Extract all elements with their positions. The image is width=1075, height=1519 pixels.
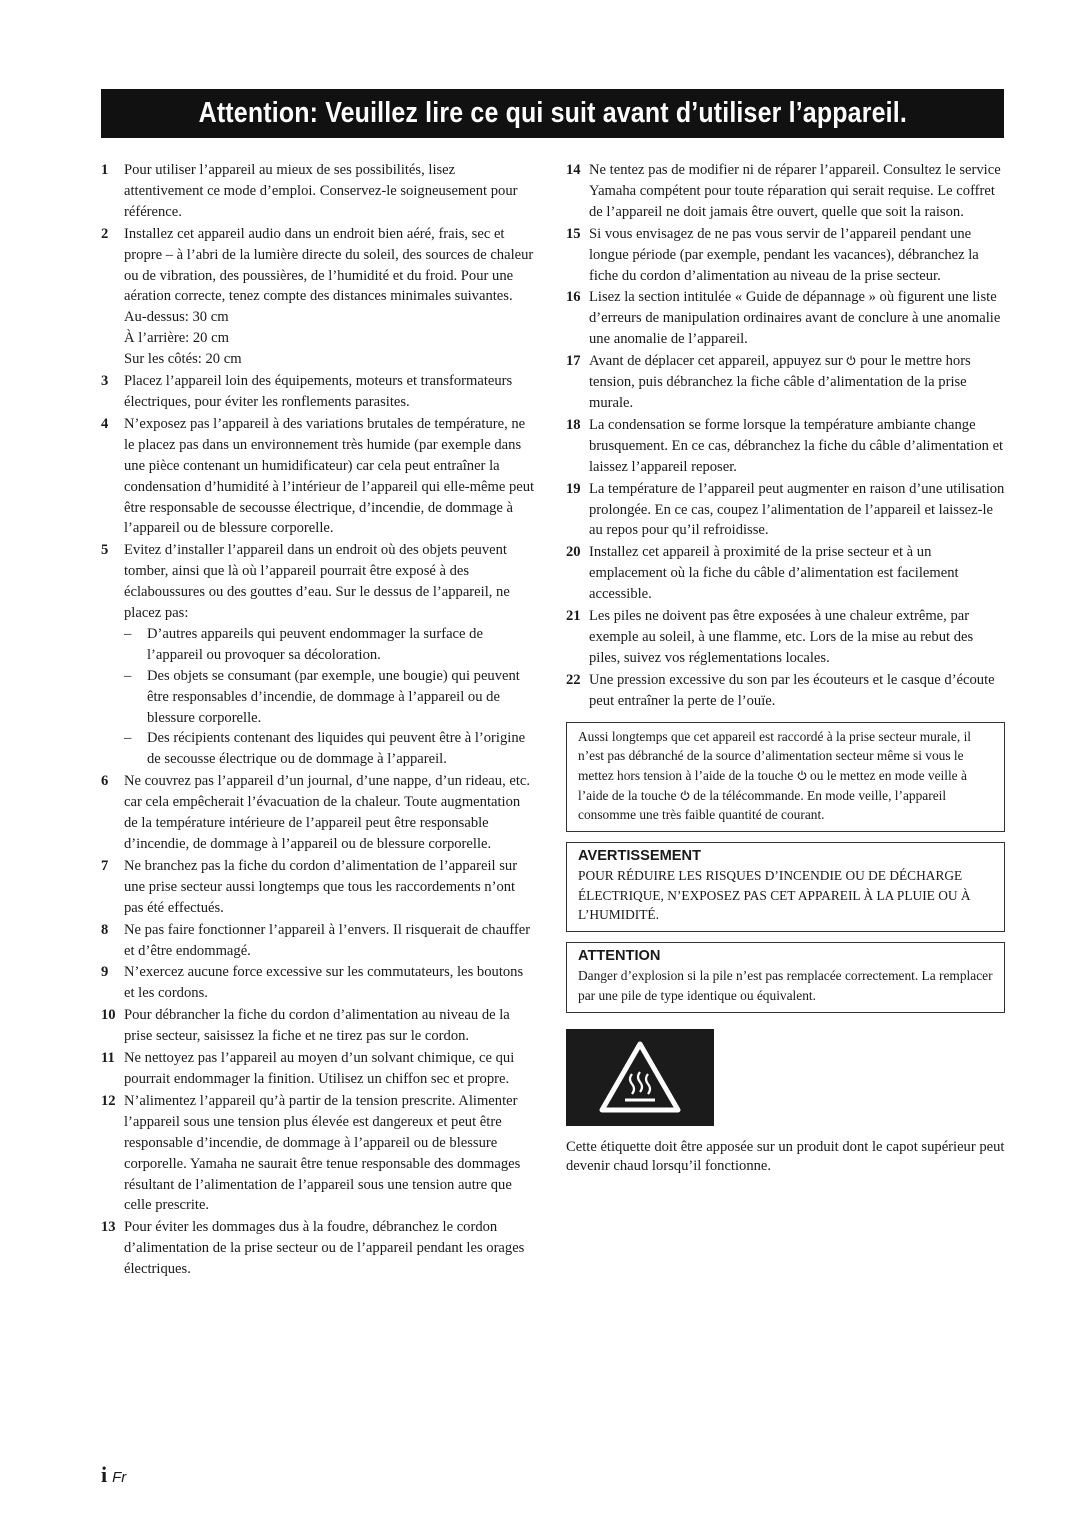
list-item-16 — [566, 287, 1005, 350]
list-item-17 — [566, 351, 1005, 414]
list-item-13 — [101, 1217, 537, 1280]
item-number: 16 — [566, 289, 581, 306]
item-text: Si vous envisagez de ne pas vous servir de l’appareil pendant une longue période (par exemple, pendant les vacances), débranchez la fiche du cordon d’alimentation au niveau de la prise secteur. — [589, 225, 979, 284]
dash-item: – Des récipients contenant des liquides qui peuvent être à l’origine de secousse électrique ou de dommage à l’appareil. — [124, 730, 526, 768]
caution-text: Danger d’explosion si la pile n’est pas remplacée correctement. La remplacer par une pile de type identique ou équivalent. — [578, 968, 993, 1003]
dash-item-text: Des récipients contenant des liquides qui peuvent être à l’origine de secousse électrique ou de dommage à l’appareil. — [147, 730, 526, 768]
warning-title: AVERTISSEMENT — [578, 848, 701, 865]
power-icon — [797, 770, 807, 781]
dash-item-text: D’autres appareils qui peuvent endommager la surface de l’appareil ou provoquer sa décoloration. — [147, 625, 483, 663]
item-number: 18 — [566, 416, 581, 433]
clearance-rear: À l’arrière: 20 cm — [124, 330, 229, 347]
item-text: Ne tentez pas de modifier ni de réparer l’appareil. Consultez le service Yamaha compétent pour toute réparation qui serait requise. Le coffret de l’appareil ne doit jamais être ouvert, quelle que soit la raison. — [589, 162, 1001, 220]
caution-box — [566, 942, 1005, 1012]
list-item-1 — [101, 160, 537, 223]
item-number: 4 — [101, 415, 109, 432]
item-text: N’exercez aucune force excessive sur les commutateurs, les boutons et les cordons. — [124, 964, 524, 1002]
list-item-7 — [101, 856, 537, 919]
page-number: i — [101, 1462, 108, 1487]
item-text: Ne branchez pas la fiche du cordon d’alimentation de l’appareil sur une prise secteur aussi longtemps que tous les raccordements n’ont pas été effectués. — [124, 857, 518, 916]
list-item-6 — [101, 771, 537, 855]
item-text: Ne nettoyez pas l’appareil au moyen d’un solvant chimique, ce qui pourrait endommager la finition. Utilisez un chiffon sec et propre. — [124, 1050, 515, 1087]
list-item-9 — [101, 962, 537, 1004]
left-column — [101, 160, 537, 1281]
standby-note-box — [566, 722, 1005, 833]
list-item-22 — [566, 670, 1005, 712]
dash-item-text: Des objets se consumant (par exemple, une bougie) qui peuvent être responsables d’incendie, de dommage à l’appareil ou de blessure corporelle. — [147, 667, 520, 726]
item-text: Pour utiliser l’appareil au mieux de ses possibilités, lisez attentivement ce mode d’emploi. Conservez-le soigneusement pour référence. — [124, 162, 518, 220]
note-text-3: de la télécommande. En mode veille, l’appareil consomme une très faible quantité de courant. — [578, 787, 947, 823]
list-item-10 — [101, 1005, 537, 1047]
list-item-15 — [566, 224, 1005, 287]
item-text: Ne couvrez pas l’appareil d’un journal, d’une nappe, d’un rideau, etc. car cela empêcherait l’évacuation de la chaleur. Toute augmentation de la température intérieure de l’appareil peut être responsable d’incendie, de dommage à l’appareil ou de blessure corporelle. — [124, 773, 531, 852]
item-number: 14 — [566, 162, 581, 178]
item-number: 9 — [101, 964, 109, 981]
list-item-19 — [566, 479, 1005, 542]
item-number: 15 — [566, 225, 581, 242]
list-item-12 — [101, 1091, 537, 1216]
item-number: 21 — [566, 608, 581, 625]
item-text-start: Avant de déplacer cet appareil, appuyez sur — [589, 353, 843, 370]
list-item-5 — [101, 540, 537, 770]
item-text: Evitez d’installer l’appareil dans un endroit où des objets peuvent tomber, ainsi que là où l’appareil pourrait être exposé à des éclaboussures ou des gouttes d’eau. Sur le dessus de l’appareil, ne placez pas: — [124, 542, 510, 622]
list-item-14 — [566, 160, 1005, 223]
item-number: 20 — [566, 544, 581, 561]
item-number: 3 — [101, 373, 109, 390]
list-item-2 — [101, 224, 537, 370]
item-text: Une pression excessive du son par les écouteurs et le casque d’écoute peut entraîner la perte de l’ouïe. — [589, 671, 995, 709]
caution-title: ATTENTION — [578, 948, 661, 965]
hot-surface-warning-icon — [597, 1039, 683, 1115]
list-item-8 — [101, 920, 537, 962]
item-number: 19 — [566, 480, 581, 497]
page-footer — [101, 1462, 126, 1488]
item-number: 7 — [101, 857, 109, 874]
item-number: 10 — [101, 1007, 116, 1024]
warning-text: POUR RÉDUIRE LES RISQUES D’INCENDIE OU DE DÉCHARGE ÉLECTRIQUE, N’EXPOSEZ PAS CET APPAREIL À LA PLUIE OU À L’HUMIDITÉ. — [578, 868, 971, 923]
right-column — [566, 160, 1005, 1177]
item-number: 17 — [566, 353, 581, 370]
item-text: La température de l’appareil peut augmenter en raison d’une utilisation prolongée. En ce cas, coupez l’alimentation de l’appareil et laissez-le au repos pour qu’il refroidisse. — [589, 480, 1005, 539]
item-text-end: pour le mettre hors tension, puis débranchez la fiche câble d’alimentation de la prise murale. — [589, 353, 971, 411]
note-text-2: ou le mettez en mode veille à l’aide de la touche — [578, 767, 967, 803]
language-code: Fr — [112, 1469, 127, 1486]
list-item-3 — [101, 371, 537, 413]
warning-box — [566, 842, 1005, 932]
clearance-top: Au-dessus: 30 cm — [124, 309, 229, 326]
hot-label-caption: Cette étiquette doit être apposée sur un produit dont le capot supérieur peut devenir chaud lorsqu’il fonctionne. — [566, 1138, 1005, 1175]
item-text: N’alimentez l’appareil qu’à partir de la tension prescrite. Alimenter l’appareil sous une tension plus élevée est dangereux et peut être responsable d’incendie, de dommage à l’appareil ou de blessure corporelle. Yamaha ne saurait être tenue responsable des dommages résultant de l’alimentation de l’appareil sous une tension autre que celle prescrite. — [124, 1092, 521, 1214]
item-number: 1 — [101, 162, 109, 178]
item-number: 13 — [101, 1219, 116, 1236]
item-text: La condensation se forme lorsque la température ambiante change brusquement. En ce cas, débranchez la fiche du câble d’alimentation et laissez l’appareil reposer. — [589, 416, 1004, 475]
list-item-4 — [101, 414, 537, 539]
item-number: 2 — [101, 225, 109, 242]
item-number: 8 — [101, 921, 109, 938]
hot-surface-label — [566, 1029, 714, 1126]
item-number: 12 — [101, 1092, 116, 1109]
list-item-11 — [101, 1048, 537, 1090]
clearance-sides: Sur les côtés: 20 cm — [124, 351, 242, 368]
item-text: Pour éviter les dommages dus à la foudre, débranchez le cordon d’alimentation de la prise secteur ou de l’appareil pendant les orages électriques. — [124, 1219, 525, 1278]
item-number: 11 — [101, 1050, 115, 1067]
item-text: Placez l’appareil loin des équipements, moteurs et transformateurs électriques, pour éviter les ronflements parasites. — [124, 373, 513, 410]
list-item-21 — [566, 606, 1005, 669]
item-text: N’exposez pas l’appareil à des variations brutales de température, ne le placez pas dans un environnement très humide (par exemple dans une pièce contenant un humidificateur) car cela peut entraîner la condensation d’humidité à l’intérieur de l’appareil qui elle-même peut être responsable de secousse électrique, d’incendie, de dommage à l’appareil ou de blessure corporelle. — [124, 415, 535, 537]
dash-item: – Des objets se consumant (par exemple, une bougie) qui peuvent être responsables d’incendie, de dommage à l’appareil ou de blessure corporelle. — [124, 667, 520, 726]
item-text: Les piles ne doivent pas être exposées à une chaleur extrême, par exemple au soleil, à une flamme, etc. Lors de la mise au rebut des piles, suivez vos réglementations locales. — [589, 608, 974, 666]
power-icon — [846, 355, 856, 366]
list-item-20 — [566, 542, 1005, 605]
power-icon — [680, 790, 690, 801]
item-number: 5 — [101, 542, 109, 559]
page-title: Attention: Veuillez lire ce qui suit avant d’utiliser l’appareil. — [198, 97, 907, 129]
item-text: Installez cet appareil audio dans un endroit bien aéré, frais, sec et propre – à l’abri de la lumière directe du soleil, des sources de chaleur ou de vibration, des poussières, de l’humidité et du froid. Pour une aération correcte, tenez compte des distances minimales suivantes. — [124, 225, 534, 305]
page-title-banner — [101, 89, 1004, 138]
note-text-1: Aussi longtemps que cet appareil est raccordé à la prise secteur murale, il n’est pas débranché de la source d’alimentation secteur même si vous le mettez hors tension à l’aide de la touche — [578, 728, 972, 783]
list-item-18 — [566, 415, 1005, 478]
item-text: Ne pas faire fonctionner l’appareil à l’envers. Il risquerait de chauffer et d’être endommagé. — [124, 921, 531, 959]
item-number: 6 — [101, 773, 109, 790]
item-number: 22 — [566, 671, 581, 688]
item-text: Installez cet appareil à proximité de la prise secteur et à un emplacement où la fiche du câble d’alimentation est facilement accessible. — [589, 544, 959, 603]
item-text: Pour débrancher la fiche du cordon d’alimentation au niveau de la prise secteur, saisissez la fiche et ne tirez pas sur le cordon. — [124, 1007, 510, 1045]
item-text: Lisez la section intitulée « Guide de dépannage » où figurent une liste d’erreurs de manipulation ordinaires avant de conclure à une anomalie une anomalie de l’appareil. — [589, 289, 1001, 348]
dash-item: – D’autres appareils qui peuvent endommager la surface de l’appareil ou provoquer sa décoloration. — [124, 625, 483, 663]
